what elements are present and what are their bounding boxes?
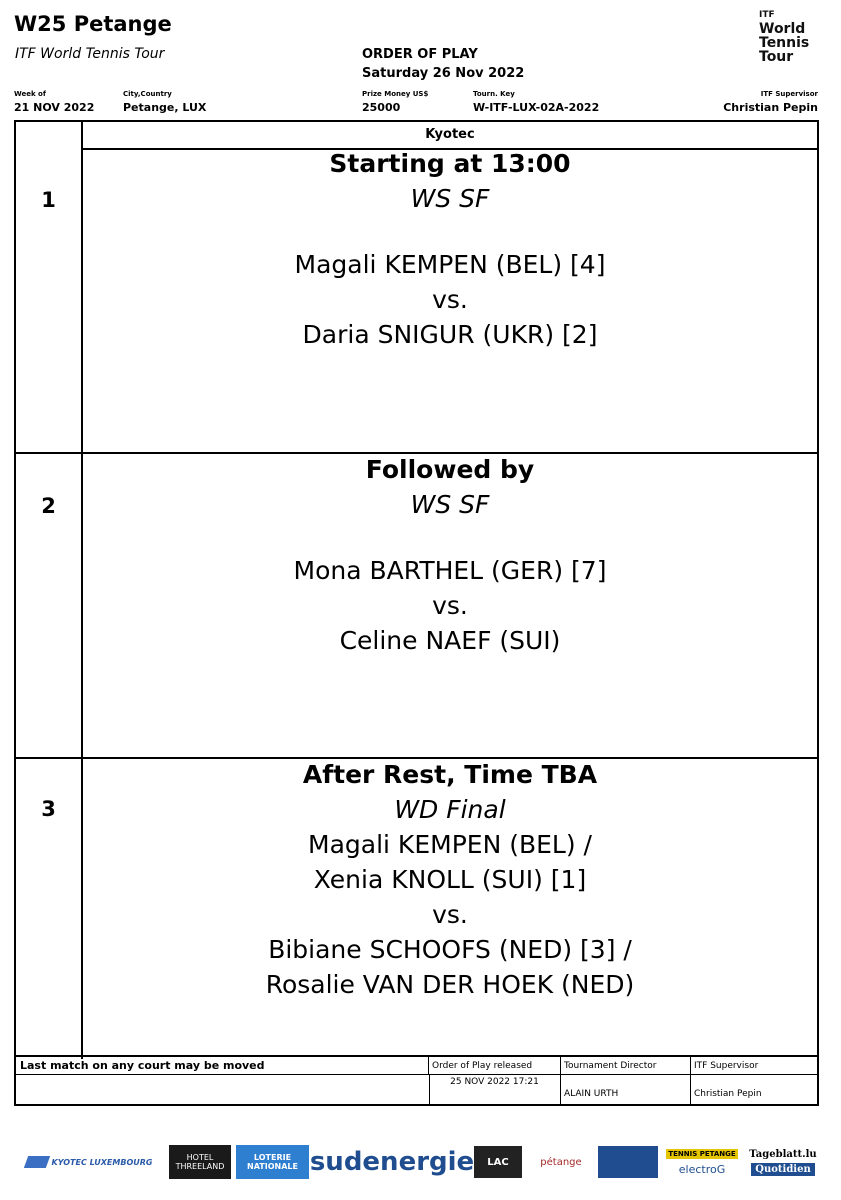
prize-value: 25000 — [362, 101, 401, 114]
player-1: Mona BARTHEL (GER) [7] — [293, 556, 607, 585]
supervisor-value: Christian Pepin — [723, 101, 818, 114]
tour-subtitle: ITF World Tennis Tour — [15, 46, 165, 62]
released-label: Order of Play released — [429, 1057, 561, 1075]
logo-line-world: World — [759, 21, 806, 37]
court-name: Kyotec — [81, 122, 817, 150]
order-of-play-table — [14, 120, 819, 1106]
team-1-player-2: Xenia KNOLL (SUI) [1] — [313, 865, 587, 894]
released-value: 25 NOV 2022 17:21 — [429, 1075, 561, 1104]
footer-blank-cell — [16, 1075, 430, 1104]
versus: vs. — [432, 900, 468, 929]
logo-itf-text: ITF — [759, 10, 775, 20]
director-value: ALAIN URTH — [561, 1075, 691, 1104]
kyotec-logo: KYOTEC LUXEMBOURG — [14, 1142, 164, 1182]
lac-logo: LAC — [474, 1146, 522, 1178]
petange-logo: pétange — [540, 1156, 582, 1168]
player-1: Magali KEMPEN (BEL) [4] — [294, 250, 606, 279]
itf-world-tennis-tour-logo — [759, 8, 817, 64]
sponsor-logos — [14, 1142, 819, 1186]
team-2-player-1: Bibiane SCHOOFS (NED) [3] / — [268, 935, 632, 964]
team-1-player-1: Magali KEMPEN (BEL) / — [308, 830, 592, 859]
team-2-player-2: Rosalie VAN DER HOEK (NED) — [265, 970, 635, 999]
match-number: 3 — [16, 757, 83, 1059]
match-content — [83, 757, 817, 1059]
schedule-footer — [16, 1055, 817, 1104]
versus: vs. — [432, 285, 468, 314]
match-start-time: Starting at 13:00 — [329, 149, 571, 178]
footer-supervisor-value: Christian Pepin — [694, 1089, 762, 1099]
footer-supervisor-label: ITF Supervisor — [691, 1057, 817, 1075]
tageblatt-quotidien-logo: Tageblatt.lu Quotidien — [749, 1148, 817, 1175]
sudenergie-logo: sudenergie — [309, 1147, 475, 1177]
match-row-2 — [16, 452, 817, 759]
match-event: WS SF — [410, 184, 490, 213]
week-label: Week of — [14, 90, 46, 98]
player-2: Celine NAEF (SUI) — [339, 626, 561, 655]
match-content — [83, 452, 817, 757]
player-2: Daria SNIGUR (UKR) [2] — [302, 320, 598, 349]
supervisor-label: ITF Supervisor — [760, 90, 818, 98]
order-of-play-date: Saturday 26 Nov 2022 — [362, 66, 525, 81]
city-label: City,Country — [123, 90, 172, 98]
tennis-petange-logo: TENNIS PETANGE electroG — [668, 1149, 736, 1176]
logo-line-tour: Tour — [759, 49, 794, 65]
match-event: WD Final — [394, 795, 506, 824]
match-start-time: Followed by — [365, 455, 535, 484]
tourn-key-value: W-ITF-LUX-02A-2022 — [473, 101, 600, 114]
versus: vs. — [432, 591, 468, 620]
commune-logo — [598, 1146, 658, 1178]
hotel-threeland-logo: HOTEL THREELAND — [169, 1145, 231, 1179]
week-value: 21 NOV 2022 — [14, 101, 95, 114]
city-value: Petange, LUX — [123, 101, 207, 114]
court-move-note: Last match on any court may be moved — [16, 1057, 429, 1075]
match-row-3 — [16, 757, 817, 1059]
match-number: 1 — [16, 148, 83, 452]
match-number: 2 — [16, 452, 83, 757]
tournament-title: W25 Petange — [14, 12, 172, 36]
match-row-1 — [16, 148, 817, 454]
match-content — [83, 148, 817, 452]
match-event: WS SF — [410, 490, 490, 519]
loterie-nationale-logo: LOTERIE NATIONALE — [236, 1145, 309, 1179]
prize-label: Prize Money US$ — [362, 90, 429, 98]
order-of-play-label: ORDER OF PLAY — [362, 47, 478, 62]
logo-line-tennis: Tennis — [759, 35, 810, 51]
director-label: Tournament Director — [561, 1057, 691, 1075]
order-of-play-heading — [362, 45, 524, 83]
match-start-time: After Rest, Time TBA — [302, 760, 598, 789]
tourn-key-label: Tourn. Key — [473, 90, 515, 98]
